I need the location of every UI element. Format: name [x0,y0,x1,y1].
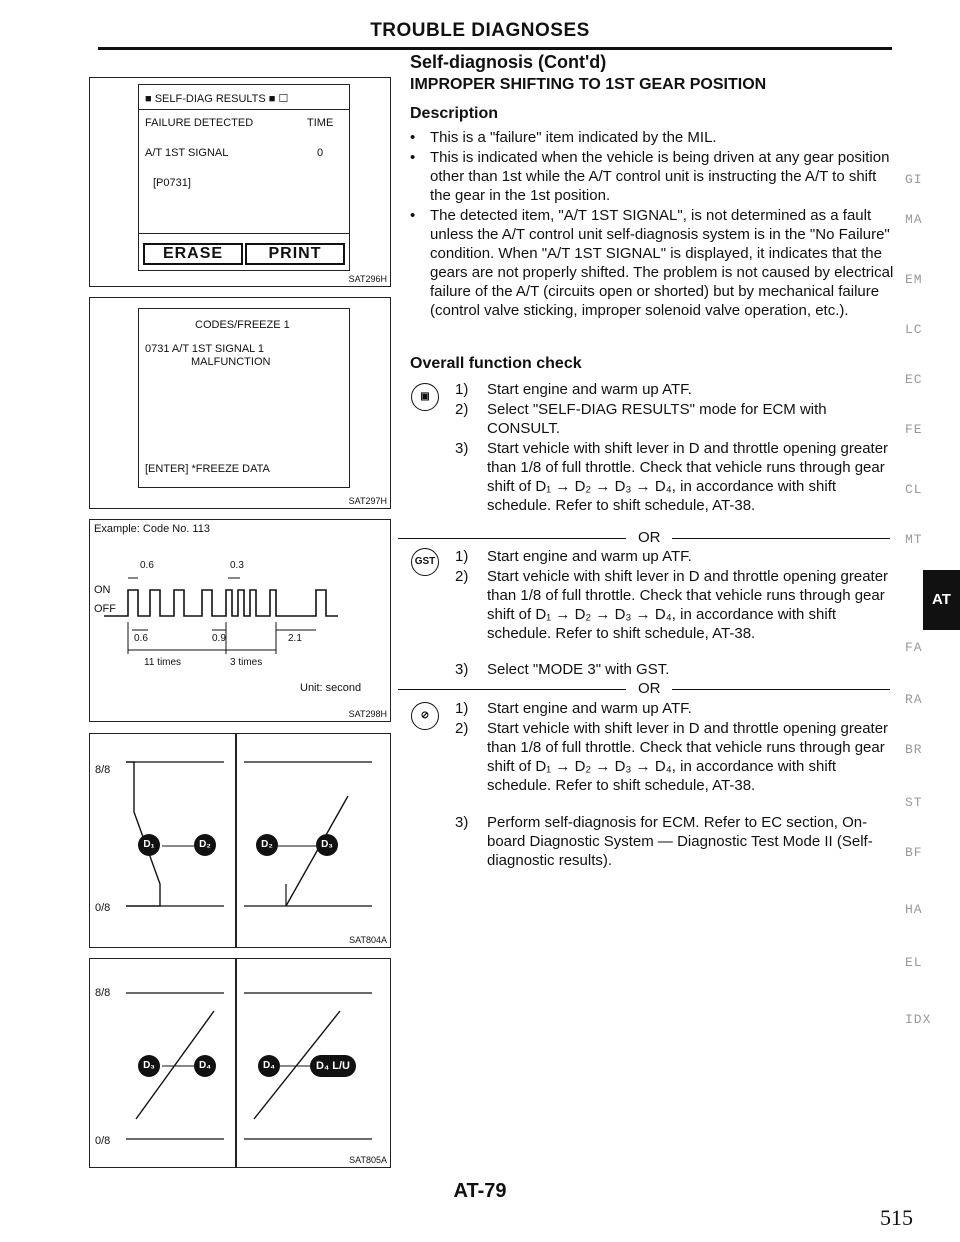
failure-item: A/T 1ST SIGNAL [145,147,229,159]
step-number: 1) [455,381,469,398]
no-tools-icon-glyph: ⊘ [420,710,430,721]
bullet-dot: • [410,207,416,224]
page-header: TROUBLE DIAGNOSES [370,20,590,41]
step-text: Start vehicle with shift lever in D and throttle opening greater than 1/8 of full throttle. Check that vehicle runs through gear shift of D₁ → D₂ → D₃ → D₄, in accordance with shift schedule. Refer to shift schedule, AT-38. [487,440,889,514]
side-tab-idx[interactable]: IDX [905,1012,932,1027]
gear-d4: D₄ [194,1055,216,1077]
screen-header: ■ SELF-DIAG RESULTS ■ ☐ [145,93,289,105]
gear-d3: D₃ [138,1055,160,1077]
page-number: 515 [880,1205,913,1230]
step-text: Select "SELF-DIAG RESULTS" mode for ECM with CONSULT. [487,401,827,437]
t-0-6-bottom: 0.6 [134,633,148,644]
figure-ref: SAT298H [348,709,387,719]
description-bullets [410,128,895,340]
overall-heading: Overall function check [410,355,582,372]
bullet-3 [410,206,895,320]
side-tab-bf[interactable]: BF [905,845,923,860]
step-number: 3) [455,814,469,831]
or-label: OR [638,680,661,697]
figure-self-diag-results [89,77,391,287]
side-tab-ma[interactable]: MA [905,212,923,227]
figure-ref: SAT296H [348,274,387,284]
step [455,813,895,870]
side-tab-ha[interactable]: HA [905,902,923,917]
gst-screen [138,308,350,488]
step [455,719,895,795]
eleven-times: 11 times [144,657,182,668]
step [455,439,895,515]
step-text: Start vehicle with shift lever in D and throttle opening greater than 1/8 of full throttle. Check that vehicle runs through gear shift of D₁ → D₂ → D₃ → D₄, in accordance with shift schedule. Refer to shift schedule, AT-38. [487,568,889,642]
step [455,380,895,399]
step [455,699,895,718]
print-button[interactable]: PRINT [245,243,345,265]
throttle-top-label: 8/8 [95,987,111,999]
consult-icon-glyph: ▣ [420,391,430,402]
gear-d1: D₁ [138,834,160,856]
or-rule-right [672,689,890,690]
t-2-1: 2.1 [288,633,302,644]
three-times: 3 times [230,657,263,668]
figure-shift-d1-d3 [89,733,391,948]
dtc-line: 0731 A/T 1ST SIGNAL 1 [145,343,265,355]
step-number: 2) [455,568,469,585]
side-tab-ec[interactable]: EC [905,372,923,387]
side-tab-ra[interactable]: RA [905,692,923,707]
gst-icon-glyph: GST [414,556,436,567]
step [455,547,895,566]
bullet-1 [410,128,895,147]
enter-freeze-line: [ENTER] *FREEZE DATA [145,463,270,475]
side-tab-em[interactable]: EM [905,272,923,287]
t-0-3-top: 0.3 [230,560,244,571]
failure-time: 0 [317,147,324,159]
side-tab-el[interactable]: EL [905,955,923,970]
bullet-text: The detected item, "A/T 1ST SIGNAL", is not determined as a fault unless the A/T control unit self-diagnosis system is in the "No Failure" condition. When "A/T 1ST SIGNAL" is displayed, it indicates that the gears are not properly shifted. The problem is not caused by electrical failure of the A/T (circuits open or shorted) but by mechanical failure (control valve sticking, improper solenoid valve operation, etc.). [430,207,894,319]
figure-ref: SAT804A [349,935,387,945]
gear-d4b: D₄ [258,1055,280,1077]
step [455,400,895,438]
step-text: Start engine and warm up ATF. [487,381,692,398]
t-0-9: 0.9 [212,633,226,644]
step-number: 2) [455,720,469,737]
side-tab-gi[interactable]: GI [905,172,923,187]
gear-d2b: D₂ [256,834,278,856]
or-rule-left [398,689,626,690]
step-number: 1) [455,548,469,565]
bullet-dot: • [410,129,416,146]
step-number: 1) [455,700,469,717]
divider [139,109,349,110]
consult-icon [411,383,439,411]
gear-d4-lu: D₄ L/U [310,1055,356,1077]
description-heading: Description [410,105,499,122]
step-text: Select "MODE 3" with GST. [487,661,670,678]
divider [139,233,349,234]
gst-icon [411,548,439,576]
step [455,660,895,679]
page-code: AT-79 [453,1180,507,1202]
or-rule-left [398,538,626,539]
side-tab-cl[interactable]: CL [905,482,923,497]
bullet-text: This is indicated when the vehicle is being driven at any gear position other than 1st while the A/T control unit is instructing the A/T to shift the gear in the 1st position. [430,149,890,204]
on-label: ON [94,584,111,596]
erase-button[interactable]: ERASE [143,243,243,265]
throttle-bottom-label: 0/8 [95,1135,111,1147]
step-text: Start vehicle with shift lever in D and throttle opening greater than 1/8 of full throttle. Check that vehicle runs through gear shift of D₁ → D₂ → D₃ → D₄, in accordance with shift schedule. Refer to shift schedule, AT-38. [487,720,889,794]
figure-ref: SAT297H [348,496,387,506]
side-tab-br[interactable]: BR [905,742,923,757]
figure-ref: SAT805A [349,1155,387,1165]
step [455,567,895,643]
step-text: Start engine and warm up ATF. [487,700,692,717]
off-label: OFF [94,603,116,615]
header-rule [98,47,892,50]
figure-shift-d3-d4lu [89,958,391,1168]
step-text: Start engine and warm up ATF. [487,548,692,565]
shift-lines [90,734,390,947]
side-tab-fe[interactable]: FE [905,422,923,437]
failure-code: [P0731] [153,177,191,189]
throttle-top-label: 8/8 [95,764,111,776]
section-title: Self-diagnosis (Cont'd) [410,52,607,72]
section-subtitle: IMPROPER SHIFTING TO 1ST GEAR POSITION [410,76,767,93]
side-tab-st[interactable]: ST [905,795,923,810]
t-0-6-top: 0.6 [140,560,154,571]
col-time: TIME [307,117,334,129]
or-label: OR [638,529,661,546]
step-text: Perform self-diagnosis for ECM. Refer to EC section, On-board Diagnostic System — Diagnostic Test Mode II (Self-diagnostic results). [487,814,873,869]
throttle-bottom-label: 0/8 [95,902,111,914]
gear-d3: D₃ [316,834,338,856]
bullet-text: This is a "failure" item indicated by the MIL. [430,129,717,146]
side-tab-at-active[interactable]: AT [923,570,960,630]
or-rule-right [672,538,890,539]
side-tab-mt[interactable]: MT [905,532,923,547]
figure-codes-freeze [89,297,391,509]
example-title: Example: Code No. 113 [94,523,210,535]
step-number: 3) [455,440,469,457]
malfunction-label: MALFUNCTION [191,356,271,368]
side-tab-lc[interactable]: LC [905,322,923,337]
unit-label: Unit: second [300,682,362,694]
step-number: 3) [455,661,469,678]
consult-screen [138,84,350,271]
side-tab-fa[interactable]: FA [905,640,923,655]
gear-d2: D₂ [194,834,216,856]
figure-code-example [89,519,391,722]
col-failure-detected: FAILURE DETECTED [145,117,254,129]
bullet-2 [410,148,895,205]
step-number: 2) [455,401,469,418]
no-tools-icon [411,702,439,730]
bullet-dot: • [410,149,416,166]
codes-freeze-line: CODES/FREEZE 1 [195,319,290,331]
